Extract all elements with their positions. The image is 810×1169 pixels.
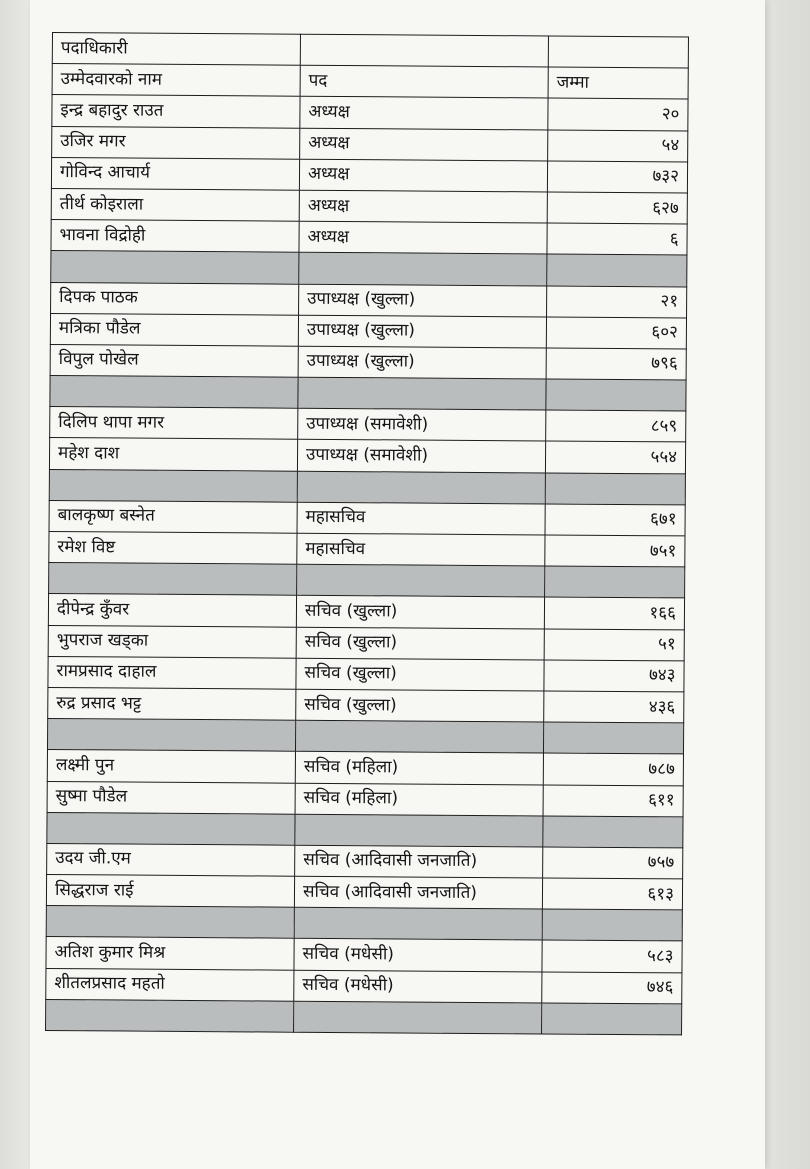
vote-total: ७४६ xyxy=(542,972,682,1004)
vote-total: ७९६ xyxy=(546,348,686,380)
post: महासचिव xyxy=(297,502,545,535)
post: उपाध्यक्ष (खुल्ला) xyxy=(299,284,547,317)
group-separator-row xyxy=(50,376,686,412)
group-separator-row xyxy=(49,469,685,505)
candidate-name: सिद्धराज राई xyxy=(46,875,294,908)
candidate-name: रुद्र प्रसाद भट्ट xyxy=(48,687,296,720)
table-row xyxy=(46,937,682,973)
separator-cell xyxy=(298,377,546,410)
candidate-name: दिपक पाठक xyxy=(51,282,299,315)
separator-cell xyxy=(545,473,685,505)
table-row xyxy=(51,220,687,256)
group-separator-row xyxy=(47,812,683,848)
post: सचिव (मधेसी) xyxy=(294,970,542,1003)
separator-cell xyxy=(299,253,547,286)
post: अध्यक्ष xyxy=(300,97,548,130)
separator-cell xyxy=(46,906,294,939)
vote-total: ५४ xyxy=(548,130,688,162)
separator-cell xyxy=(294,907,542,940)
table-row xyxy=(50,313,686,349)
vote-total: ५८३ xyxy=(542,940,682,972)
candidate-name: तीर्थ कोइराला xyxy=(51,188,299,221)
separator-cell xyxy=(295,720,543,753)
vote-total: ६११ xyxy=(543,784,683,816)
vote-total: ७४३ xyxy=(544,660,684,692)
group-separator-row xyxy=(46,906,682,942)
table-row xyxy=(51,157,687,193)
vote-total: २० xyxy=(548,98,688,130)
table-row xyxy=(47,843,683,879)
table-row xyxy=(49,500,685,536)
table-row xyxy=(47,781,683,817)
group-separator-row xyxy=(46,999,682,1035)
candidate-name: रमेश विष्ट xyxy=(49,531,297,564)
vote-total: ६०२ xyxy=(546,317,686,349)
table-row xyxy=(48,656,684,692)
separator-cell xyxy=(46,999,294,1032)
separator-cell xyxy=(543,722,683,754)
separator-cell xyxy=(547,254,687,286)
post: उपाध्यक्ष (खुल्ला) xyxy=(298,346,546,379)
candidate-name: लक्ष्मी पुन xyxy=(47,750,295,783)
vote-total: ४३६ xyxy=(544,691,684,723)
post: महासचिव xyxy=(297,533,545,566)
candidate-name: मत्रिका पौडेल xyxy=(50,313,298,346)
post: सचिव (खुल्ला) xyxy=(296,689,544,722)
post: सचिव (मधेसी) xyxy=(294,939,542,972)
vote-total: ७५७ xyxy=(543,847,683,879)
vote-total: ५५४ xyxy=(545,441,685,473)
title-row xyxy=(52,33,688,69)
post: सचिव (खुल्ला) xyxy=(296,596,544,629)
vote-total: १६६ xyxy=(544,597,684,629)
vote-total: ६२७ xyxy=(547,192,687,224)
vote-total: ६७१ xyxy=(545,504,685,536)
results-body xyxy=(46,33,689,1035)
election-results-table xyxy=(45,32,689,1035)
table-row xyxy=(47,750,683,786)
vote-total: ६ xyxy=(547,223,687,255)
post: सचिव (महिला) xyxy=(295,783,543,816)
separator-cell xyxy=(51,251,299,284)
vote-total: ८५९ xyxy=(546,410,686,442)
candidate-name: शीतलप्रसाद महतो xyxy=(46,968,294,1001)
header-candidate-name: उम्मेदवारको नाम xyxy=(52,64,300,97)
table-row xyxy=(52,95,688,131)
separator-cell xyxy=(294,1001,542,1034)
post: अध्यक्ष xyxy=(299,221,547,254)
separator-cell xyxy=(49,563,297,596)
candidate-name: दिलिप थापा मगर xyxy=(50,407,298,440)
candidate-name: बालकृष्ण बस्नेत xyxy=(49,500,297,533)
vote-total: ५१ xyxy=(544,629,684,661)
post: सचिव (खुल्ला) xyxy=(296,658,544,691)
table-row xyxy=(48,687,684,723)
candidate-name: भुपराज खड्का xyxy=(48,625,296,658)
table-row xyxy=(51,282,687,318)
candidate-name: उजिर मगर xyxy=(52,126,300,159)
vote-total: ६१३ xyxy=(542,878,682,910)
separator-cell xyxy=(297,471,545,504)
candidate-name: महेश दाश xyxy=(49,438,297,471)
empty-cell xyxy=(548,36,688,68)
post: उपाध्यक्ष (खुल्ला) xyxy=(298,315,546,348)
group-separator-row xyxy=(51,251,687,287)
post: सचिव (खुल्ला) xyxy=(296,627,544,660)
candidate-name: अतिश कुमार मिश्र xyxy=(46,937,294,970)
table-row xyxy=(48,594,684,630)
separator-cell xyxy=(542,1003,682,1035)
vote-total: ७८७ xyxy=(543,753,683,785)
post: अध्यक्ष xyxy=(299,159,547,192)
candidate-name: दीपेन्द्र कुँवर xyxy=(48,594,296,627)
empty-cell xyxy=(300,34,548,67)
separator-cell xyxy=(49,469,297,502)
candidate-name: विपुल पोखेल xyxy=(50,344,298,377)
post: उपाध्यक्ष (समावेशी) xyxy=(298,408,546,441)
separator-cell xyxy=(47,719,295,752)
group-separator-row xyxy=(49,563,685,599)
table-row xyxy=(50,407,686,443)
separator-cell xyxy=(50,376,298,409)
table-row xyxy=(49,438,685,474)
vote-total: ७५१ xyxy=(545,535,685,567)
table-row xyxy=(46,968,682,1004)
candidate-name: रामप्रसाद दाहाल xyxy=(48,656,296,689)
separator-cell xyxy=(545,566,685,598)
vote-total: २१ xyxy=(547,285,687,317)
separator-cell xyxy=(542,909,682,941)
group-separator-row xyxy=(47,719,683,755)
separator-cell xyxy=(297,564,545,597)
post: उपाध्यक्ष (समावेशी) xyxy=(297,440,545,473)
table-row xyxy=(50,344,686,380)
table-title: पदाधिकारी xyxy=(52,33,300,66)
post: सचिव (आदिवासी जनजाति) xyxy=(294,876,542,909)
candidate-name: उदय जी.एम xyxy=(47,843,295,876)
separator-cell xyxy=(543,816,683,848)
post: सचिव (महिला) xyxy=(295,752,543,785)
separator-cell xyxy=(546,379,686,411)
separator-cell xyxy=(47,812,295,845)
header-post: पद xyxy=(300,65,548,98)
separator-cell xyxy=(295,814,543,847)
candidate-name: सुष्मा पौडेल xyxy=(47,781,295,814)
post: अध्यक्ष xyxy=(300,128,548,161)
table-row xyxy=(52,126,688,162)
table-row xyxy=(51,188,687,224)
candidate-name: इन्द्र बहादुर राउत xyxy=(52,95,300,128)
table-row xyxy=(46,875,682,911)
post: सचिव (आदिवासी जनजाति) xyxy=(295,845,543,878)
table-row xyxy=(49,531,685,567)
header-total: जम्मा xyxy=(548,67,688,99)
candidate-name: भावना विद्रोही xyxy=(51,220,299,253)
candidate-name: गोविन्द आचार्य xyxy=(51,157,299,190)
table-row xyxy=(48,625,684,661)
post: अध्यक्ष xyxy=(299,190,547,223)
column-header-row xyxy=(52,64,688,100)
vote-total: ७३२ xyxy=(547,161,687,193)
